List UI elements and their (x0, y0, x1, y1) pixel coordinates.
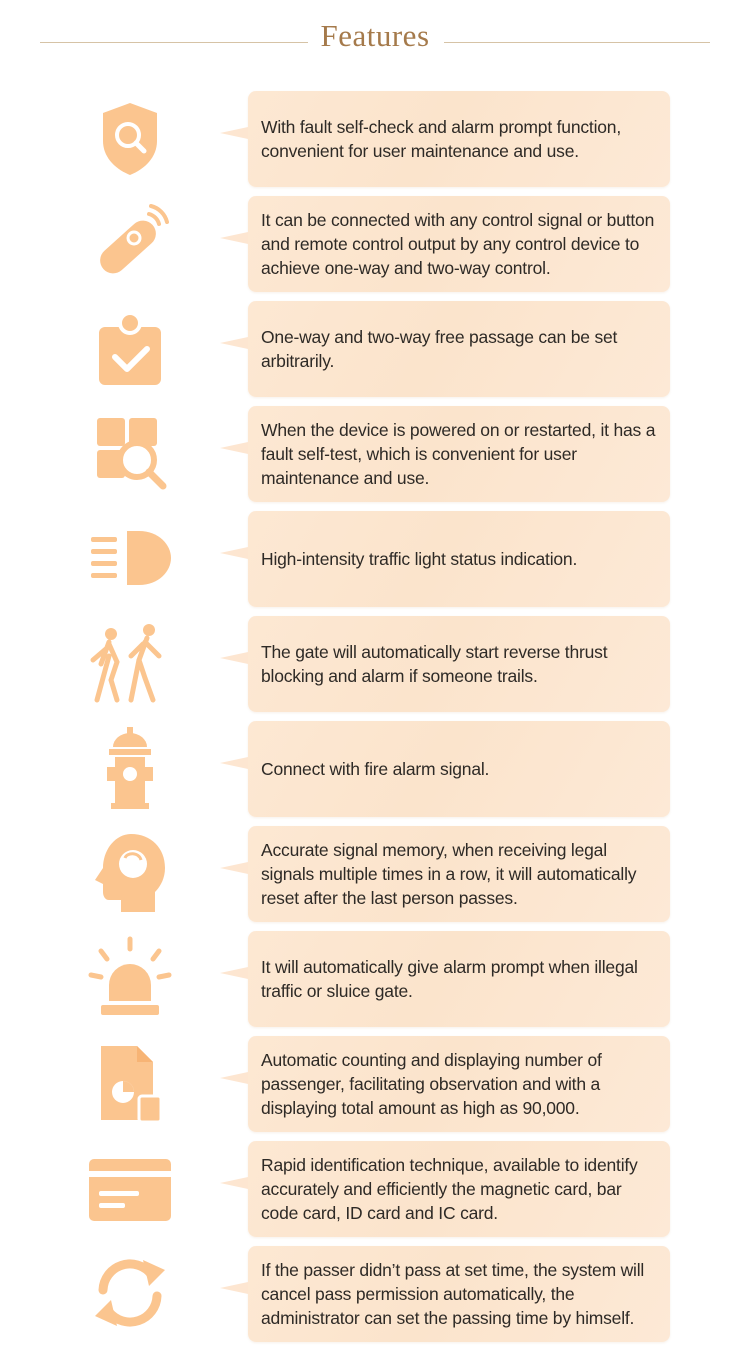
remote-control-icon (80, 200, 180, 286)
feature-bubble (248, 1246, 670, 1342)
feature-text: One-way and two-way free passage can be set arbitrarily. (261, 327, 618, 371)
card-icon (80, 1145, 180, 1231)
alarm-light-icon (80, 935, 180, 1021)
feature-bubble (248, 196, 670, 292)
feature-bubble (248, 91, 670, 187)
document-chart-icon (80, 1040, 180, 1126)
feature-item (0, 91, 750, 187)
feature-bubble (248, 931, 670, 1027)
feature-text: High-intensity traffic light status indication. (261, 549, 578, 569)
feature-text: When the device is powered on or restarted, it has a fault self-test, which is convenient for user maintenance and use. (261, 420, 656, 488)
refresh-icon (80, 1250, 180, 1336)
feature-bubble (248, 511, 670, 607)
feature-item (0, 406, 750, 502)
feature-text: Accurate signal memory, when receiving legal signals multiple times in a row, it will automatically reset after the last person passes. (261, 840, 637, 908)
feature-bubble (248, 1036, 670, 1132)
feature-item (0, 616, 750, 712)
grid-search-icon (80, 410, 180, 496)
feature-bubble (248, 1141, 670, 1237)
feature-text: Rapid identification technique, available to identify accurately and efficiently the magnetic card, bar code card, ID card and IC card. (261, 1155, 638, 1223)
feature-text: The gate will automatically start reverse thrust blocking and alarm if someone trails. (261, 642, 608, 686)
page-title: Features (320, 18, 430, 53)
feature-bubble (248, 826, 670, 922)
headlight-icon (80, 515, 180, 601)
feature-text: If the passer didn’t pass at set time, the system will cancel pass permission automatically, the administrator can set the passing time by himself. (261, 1260, 645, 1328)
feature-bubble (248, 406, 670, 502)
head-memory-icon (80, 830, 180, 916)
feature-item (0, 1141, 750, 1237)
feature-item (0, 721, 750, 817)
feature-item (0, 1036, 750, 1132)
shield-search-icon (80, 95, 180, 181)
fire-hydrant-icon (80, 725, 180, 811)
feature-text: Automatic counting and displaying number of passenger, facilitating observation and with a displaying total amount as high as 90,000. (261, 1050, 602, 1118)
feature-item (0, 301, 750, 397)
feature-item (0, 511, 750, 607)
feature-item (0, 196, 750, 292)
feature-text: It can be connected with any control signal or button and remote control output by any control device to achieve one-way and two-way control. (261, 210, 655, 278)
feature-bubble (248, 721, 670, 817)
feature-item (0, 931, 750, 1027)
header-divider-right (444, 42, 710, 43)
walking-people-icon (80, 620, 180, 706)
feature-text: It will automatically give alarm prompt when illegal traffic or sluice gate. (261, 957, 638, 1001)
feature-bubble (248, 301, 670, 397)
feature-text: Connect with fire alarm signal. (261, 759, 490, 779)
feature-bubble (248, 616, 670, 712)
feature-item (0, 826, 750, 922)
feature-item (0, 1246, 750, 1342)
feature-text: With fault self-check and alarm prompt function, convenient for user maintenance and use. (261, 117, 622, 161)
section-header (0, 18, 750, 64)
check-badge-icon (80, 305, 180, 391)
